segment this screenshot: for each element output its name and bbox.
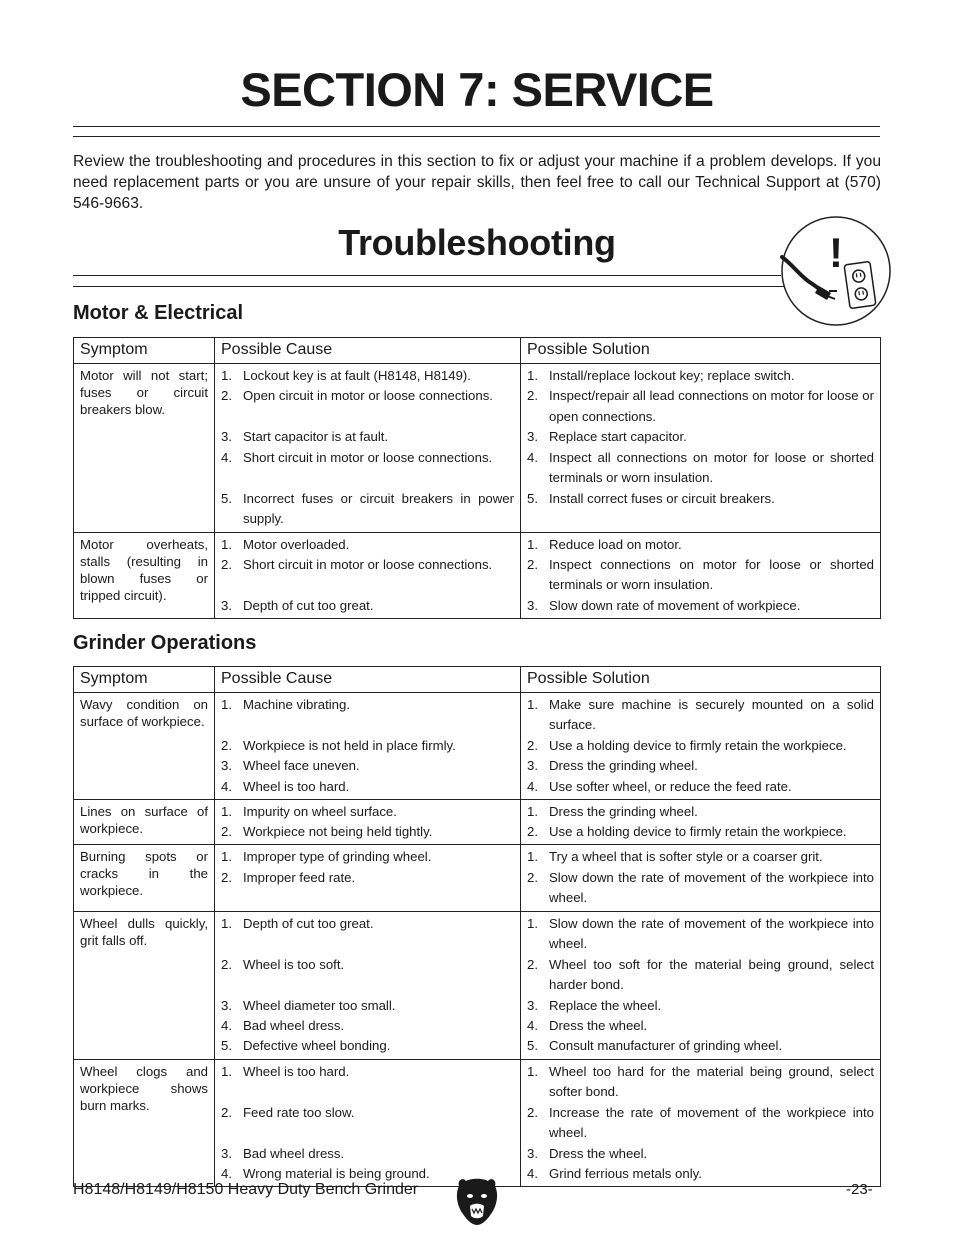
table-row — [74, 911, 881, 1059]
cause-item — [221, 996, 514, 1016]
cause-item — [221, 695, 514, 736]
cause-item — [221, 756, 514, 776]
page-title: SECTION 7: SERVICE — [240, 63, 714, 116]
solution-text: Consult manufacturer of grinding wheel. — [549, 1038, 783, 1054]
cause-header: Possible Cause — [215, 338, 521, 364]
header-rule-bottom — [73, 136, 880, 137]
item-number: 3. — [221, 1145, 232, 1161]
cause-text: Workpiece not being held tightly. — [243, 824, 433, 840]
solution-text: Dress the grinding wheel. — [549, 758, 698, 774]
cause-item — [221, 596, 514, 616]
troubleshooting-title: Troubleshooting — [338, 222, 616, 263]
item-number: 2. — [221, 1104, 232, 1120]
solution-text: Install/replace lockout key; replace switch. — [549, 368, 795, 383]
cause-text: Wheel face uneven. — [243, 758, 360, 774]
item-number: 1. — [221, 1063, 232, 1079]
solution-text: Replace the wheel. — [549, 997, 662, 1013]
cause-text: Wheel is too soft. — [243, 956, 345, 972]
symptom-header: Symptom — [74, 667, 215, 693]
solution-item — [527, 868, 874, 909]
symptom-cell: Motor will not start; fuses or circuit breakers blow. — [74, 364, 215, 533]
solution-text: Slow down rate of movement of workpiece. — [549, 597, 801, 613]
solution-text: Try a wheel that is softer style or a coarser grit. — [549, 849, 823, 865]
solution-text: Wheel too hard for the material being ground, select softer bond. — [549, 1063, 874, 1099]
item-number: 2. — [221, 824, 232, 840]
symptom-header: Symptom — [74, 338, 215, 364]
cause-text: Machine vibrating. — [243, 697, 351, 712]
troubleshooting-rule-top — [73, 275, 781, 276]
item-number: 1. — [527, 803, 538, 819]
cause-text: Wrong material is being ground. — [243, 1165, 430, 1181]
cause-cell — [215, 845, 521, 911]
item-number: 4. — [527, 778, 538, 794]
solution-text: Inspect/repair all lead connections on motor for loose or open connections. — [549, 388, 874, 424]
solution-text: Inspect all connections on motor for loose or shorted terminals or worn insulation. — [549, 449, 874, 485]
cause-text: Depth of cut too great. — [243, 597, 374, 613]
table-row — [74, 693, 881, 800]
solution-text: Increase the rate of movement of the workpiece into wheel. — [549, 1104, 874, 1140]
solution-item — [527, 1103, 874, 1144]
cause-item — [221, 1144, 514, 1164]
solution-text: Dress the grinding wheel. — [549, 803, 698, 819]
item-number: 2. — [527, 388, 538, 404]
item-number: 1. — [527, 849, 538, 865]
grinder-operations-heading: Grinder Operations — [73, 632, 257, 654]
solution-text: Grind ferrious metals only. — [549, 1165, 702, 1181]
solution-text: Use a holding device to firmly retain the workpiece. — [549, 738, 847, 753]
grinder-operations-table — [73, 666, 881, 1187]
solution-text: Slow down the rate of movement of the workpiece into wheel. — [549, 869, 874, 906]
symptom-cell: Wheel clogs and workpiece shows burn marks. — [74, 1059, 215, 1187]
intro-paragraph: Review the troubleshooting and procedures in this section to fix or adjust your machine if a problem develops. If you need replacement parts or you are unsure of your repair skills, then feel free to call our Technical Support at (570) 546-9663. — [73, 153, 881, 212]
cause-cell — [215, 693, 521, 800]
symptom-cell: Motor overheats, stalls (resulting in blown fuses or tripped circuit). — [74, 532, 215, 619]
item-number: 2. — [221, 869, 232, 885]
electrical-warning-icon — [779, 215, 894, 327]
symptom-cell: Lines on surface of workpiece. — [74, 799, 215, 845]
solution-item — [527, 996, 874, 1016]
table-row — [74, 845, 881, 911]
item-number: 3. — [221, 429, 232, 445]
item-number: 4. — [221, 1018, 232, 1034]
solution-cell — [521, 532, 881, 619]
cause-item — [221, 1103, 514, 1144]
footer-model: H8148/H8149/H8150 Heavy Duty Bench Grinder — [73, 1181, 419, 1198]
cause-text: Short circuit in motor or loose connections. — [243, 449, 493, 465]
solution-item — [527, 535, 874, 555]
cause-text: Open circuit in motor or loose connections. — [243, 388, 493, 404]
solution-text: Dress the wheel. — [549, 1018, 648, 1034]
grizzly-bear-logo — [455, 1176, 499, 1226]
cause-item — [221, 489, 514, 530]
item-number: 3. — [527, 1145, 538, 1161]
cause-item — [221, 386, 514, 427]
solution-text: Wheel too soft for the material being ground, select harder bond. — [549, 956, 874, 993]
solution-cell — [521, 845, 881, 911]
table-row — [74, 532, 881, 619]
cause-text: Bad wheel dress. — [243, 1145, 345, 1161]
item-number: 2. — [221, 388, 232, 404]
cause-text: Impurity on wheel surface. — [243, 803, 397, 819]
item-number: 4. — [527, 1165, 538, 1181]
cause-item — [221, 777, 514, 797]
solution-text: Inspect connections on motor for loose or shorted terminals or worn insulation. — [549, 556, 874, 593]
cause-item — [221, 1036, 514, 1056]
cause-text: Defective wheel bonding. — [243, 1038, 391, 1054]
item-number: 2. — [527, 556, 538, 572]
cause-item — [221, 448, 514, 489]
cause-cell — [215, 799, 521, 845]
solution-item — [527, 427, 874, 447]
item-number: 2. — [527, 1104, 538, 1120]
solution-text: Slow down the rate of movement of the workpiece into wheel. — [549, 915, 874, 952]
solution-cell — [521, 364, 881, 533]
item-number: 3. — [527, 758, 538, 774]
solution-item — [527, 802, 874, 822]
item-number: 5. — [527, 490, 538, 506]
cause-item — [221, 847, 514, 867]
item-number: 1. — [221, 536, 232, 552]
table-header-row — [74, 667, 881, 693]
solution-item — [527, 756, 874, 776]
item-number: 4. — [221, 449, 232, 465]
motor-electrical-heading: Motor & Electrical — [73, 302, 244, 324]
table-row — [74, 364, 881, 533]
solution-item — [527, 914, 874, 955]
cause-text: Depth of cut too great. — [243, 915, 374, 931]
item-number: 4. — [221, 1165, 232, 1181]
item-number: 5. — [221, 490, 232, 506]
cause-cell — [215, 364, 521, 533]
solution-text: Dress the wheel. — [549, 1145, 648, 1161]
item-number: 2. — [221, 956, 232, 972]
cause-item — [221, 914, 514, 955]
solution-item — [527, 555, 874, 596]
item-number: 3. — [527, 429, 538, 445]
item-number: 3. — [221, 758, 232, 774]
solution-text: Make sure machine is securely mounted on a solid surface. — [549, 697, 874, 733]
solution-item — [527, 955, 874, 996]
cause-text: Wheel is too hard. — [243, 778, 350, 794]
item-number: 2. — [527, 956, 538, 972]
item-number: 4. — [527, 1018, 538, 1034]
cause-item — [221, 1062, 514, 1103]
solution-item — [527, 489, 874, 530]
solution-text: Use a holding device to firmly retain the workpiece. — [549, 824, 847, 840]
item-number: 2. — [221, 556, 232, 572]
solution-item — [527, 366, 874, 386]
item-number: 1. — [527, 697, 538, 712]
solution-item — [527, 777, 874, 797]
item-number: 5. — [221, 1038, 232, 1054]
table-row — [74, 1059, 881, 1187]
cause-header: Possible Cause — [215, 667, 521, 693]
item-number: 3. — [527, 597, 538, 613]
item-number: 3. — [527, 997, 538, 1013]
solution-text: Replace start capacitor. — [549, 429, 687, 445]
motor-electrical-table — [73, 337, 881, 619]
symptom-cell: Burning spots or cracks in the workpiece. — [74, 845, 215, 911]
item-number: 1. — [527, 536, 538, 552]
item-number: 1. — [221, 915, 232, 931]
solution-cell — [521, 799, 881, 845]
item-number: 4. — [221, 778, 232, 794]
cause-text: Lockout key is at fault (H8148, H8149). — [243, 368, 471, 383]
cause-text: Start capacitor is at fault. — [243, 429, 389, 445]
solution-item — [527, 695, 874, 736]
symptom-cell: Wheel dulls quickly, grit falls off. — [74, 911, 215, 1059]
solution-item — [527, 1016, 874, 1036]
symptom-cell: Wavy condition on surface of workpiece. — [74, 693, 215, 800]
item-number: 2. — [527, 738, 538, 753]
cause-item — [221, 822, 514, 842]
exclamation-symbol: ! — [829, 229, 843, 276]
cause-item — [221, 535, 514, 555]
cause-cell — [215, 532, 521, 619]
cause-text: Incorrect fuses or circuit breakers in power supply. — [243, 490, 514, 526]
solution-header: Possible Solution — [521, 338, 881, 364]
solution-item — [527, 1062, 874, 1103]
cause-cell — [215, 1059, 521, 1187]
cause-text: Improper feed rate. — [243, 869, 356, 885]
item-number: 2. — [527, 869, 538, 885]
troubleshooting-rule-bottom — [73, 286, 880, 287]
item-number: 5. — [527, 1038, 538, 1054]
cause-item — [221, 868, 514, 909]
item-number: 1. — [221, 697, 232, 712]
header-rule-top — [73, 126, 880, 127]
page-number: -23- — [846, 1181, 873, 1198]
cause-item — [221, 427, 514, 447]
cause-text: Improper type of grinding wheel. — [243, 849, 432, 865]
item-number: 1. — [527, 368, 538, 383]
item-number: 1. — [221, 849, 232, 865]
item-number: 1. — [221, 803, 232, 819]
solution-cell — [521, 911, 881, 1059]
cause-text: Wheel diameter too small. — [243, 997, 396, 1013]
solution-item — [527, 386, 874, 427]
cause-cell — [215, 911, 521, 1059]
cause-item — [221, 1016, 514, 1036]
solution-text: Reduce load on motor. — [549, 536, 682, 552]
cause-text: Wheel is too hard. — [243, 1063, 350, 1079]
solution-header: Possible Solution — [521, 667, 881, 693]
cause-text: Feed rate too slow. — [243, 1104, 355, 1120]
cause-item — [221, 736, 514, 756]
item-number: 1. — [221, 368, 232, 383]
table-row — [74, 799, 881, 845]
cause-text: Bad wheel dress. — [243, 1018, 345, 1034]
solution-item — [527, 1036, 874, 1056]
solution-text: Install correct fuses or circuit breakers. — [549, 490, 775, 506]
solution-cell — [521, 1059, 881, 1187]
cause-item — [221, 555, 514, 596]
solution-item — [527, 1164, 874, 1184]
cause-text: Motor overloaded. — [243, 536, 350, 552]
solution-item — [527, 596, 874, 616]
cause-text: Short circuit in motor or loose connections. — [243, 556, 493, 572]
item-number: 1. — [527, 915, 538, 931]
table-header-row — [74, 338, 881, 364]
cause-item — [221, 366, 514, 386]
item-number: 1. — [527, 1063, 538, 1079]
solution-item — [527, 736, 874, 756]
item-number: 2. — [527, 824, 538, 840]
item-number: 3. — [221, 597, 232, 613]
item-number: 3. — [221, 997, 232, 1013]
solution-item — [527, 448, 874, 489]
solution-text: Use softer wheel, or reduce the feed rate. — [549, 778, 792, 794]
item-number: 4. — [527, 449, 538, 465]
solution-cell — [521, 693, 881, 800]
cause-item — [221, 802, 514, 822]
cause-item — [221, 955, 514, 996]
solution-item — [527, 847, 874, 867]
item-number: 2. — [221, 738, 232, 753]
cause-text: Workpiece is not held in place firmly. — [243, 738, 456, 753]
solution-item — [527, 822, 874, 842]
solution-item — [527, 1144, 874, 1164]
